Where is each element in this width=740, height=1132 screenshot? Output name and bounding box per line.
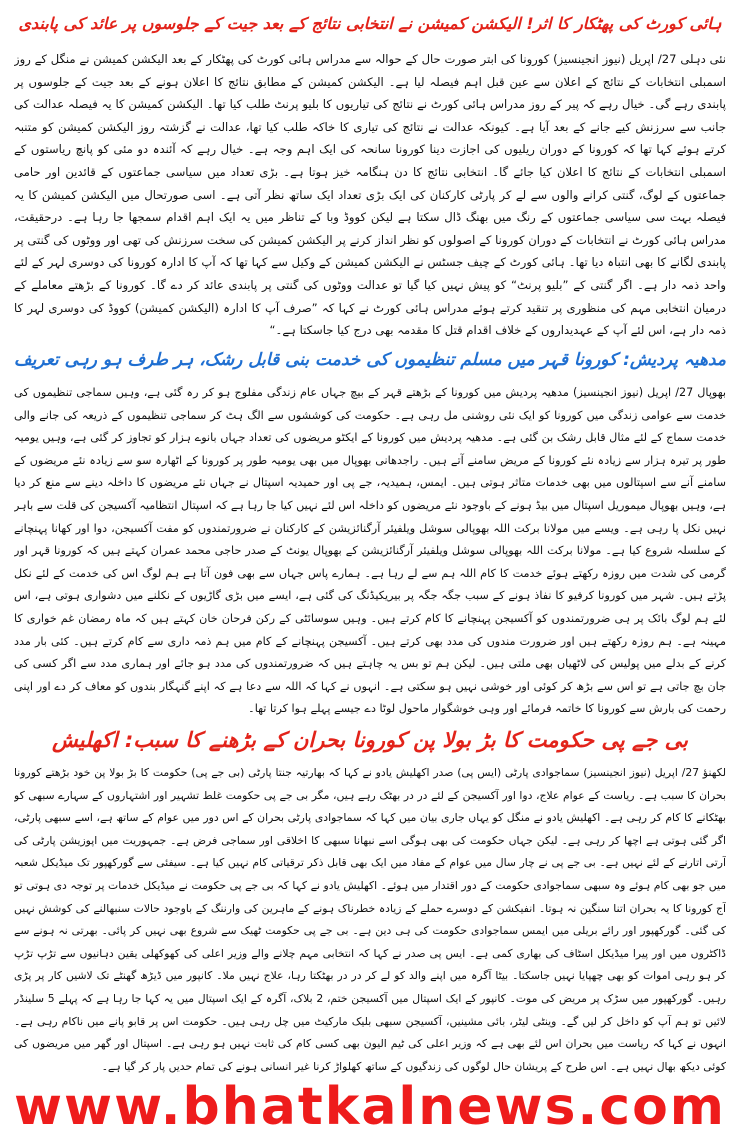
article-3-headline: بی جے پی حکومت کا بڑ بولا پن کورونا بحران کے بڑھنے کا سبب: اکھلیش [52,728,688,752]
article-3-text: لکھنؤ 27/ اپریل (نیوز انجینسیز) سماجوادی پارٹی (ایس پی) صدر اکھلیش یادو نے کہا کہ بھارتیہ جنتا پارٹی (بی جے پی) حکومت کا بڑ بولا پن خود بڑھتے کورونا بحران کا سبب ہے۔ ریاست کے عوام علاج، دوا اور آکسیجن کے لئے در در بھٹک رہے ہیں، مگر بی جے پی حکومت غلط تشہیر اور اشتہاروں کے سہارے سبھی کو بھٹکانے کا کام کر رہی ہے۔ اکھلیش یادو نے منگل کو یہاں جاری بیان میں کہا کہ سماجوادی پارٹی بحران کے اس دور میں عوام کے ساتھ ہے، اسے سبھی پارٹی، اگر گئی ہوتی ہے اچھا کر رہی ہے۔ لیکن جہاں حکومت کی بھی ہوگی اسے نبھانا سبھی کا اخلاقی اور سماجی فرض ہے۔ جمہوریت میں اپوزیشن پارٹی کی آرتی اتارنے کے لئے نہیں ہے۔ بی جے پی نے چار سال میں عوام کے مفاد میں ایک بھی قابل ذکر ترقیاتی کام نہیں کیا ہے۔ سیفئی سے گورکھپور تک میڈیکل شعبہ میں جو بھی کام ہوئے وہ سبھی سماجوادی حکومت کے دور اقتدار میں ہوئے۔ اکھلیش یادو نے کہا کہ بی جے پی حکومت نے میڈیکل خدمات پر توجہ دی ہوتی تو آج کورونا کا یہ بحران اتنا سنگین نہ ہوتا۔ انفیکشن کے دوسرے حملے کے زیادہ خطرناک ہونے کے ماہرین کی وارننگ کے باوجود حالات سنبھالنے کی کوشش نہیں کی گئی۔ گورکھپور اور رائے بریلی میں ایمس سماجوادی حکومت کی ہی دین ہے۔ بی جے پی حکومت ٹھیک سے شروع بھی نہیں کر پائی۔ بھرتی نہ ہونے سے ڈاکٹروں میں اور پیرا میڈیکل اسٹاف کی بھاری کمی ہے۔ ایس پی صدر نے کہا کہ انتخابی مہم چلانے والے وزیر اعلی کی کھوکھلی یقین دہانیوں سے تڑپ تڑپ کر ہو رہی اموات کو بھی چھپایا نہیں جاسکتا۔ بیٹا آگرہ میں اپنے والد کو لے کر در در بھٹکتا رہا، علاج نہیں ملا۔ کانپور میں ڈیڑھ گھنٹے تک لاشیں کار پر پڑی رہیں۔ گورکھپور میں سڑک پر مریض کی موت۔ کانپور کے ایک اسپتال میں آکسیجن ختم، 2 بلاک، آگرہ کے ایک اسپتال میں یہ کہا جا رہا ہے کہ پہلے 5 سلینڈر لائیں تو ہم آپ کو داخل کر لیں گے۔ وینٹی لیٹر، بائی مشینیں، آکسیجن سبھی بلیک مارکیٹ میں چل رہی ہیں۔ حکومت اس پر قابو پانے میں ناکام رہی ہے۔ انہوں نے کہا کہ ریاست میں بحران اس لئے بھی ہے کہ وزیر اعلی کی ٹیم الیون بھی کسی کام کی ثابت نہیں ہو رہی ہے۔ اسپتال اور گھر میں مریضوں کی کوئی دیکھ بھال نہیں ہے۔ اس طرح کے پریشان حال لوگوں کی زندگیوں کے ساتھ کھلواڑ کرنا غیر انسانی ہونے کی تمام حدیں پار کر گیا ہے۔ [14,766,726,1073]
article-1-text: نئی دہلی 27/ اپریل (نیوز انجینسیز) کورونا کی ابتر صورت حال کے حوالہ سے مدراس ہائی کورٹ کی پھٹکار کے بعد الیکشن کمیشن نے منگل کے روز اسمبلی انتخابات کے نتائج کے اعلان سے عین قبل اہم فیصلہ لیا ہے۔ الیکشن کمیشن کے مطابق نتائج کا اعلان ہونے کے بعد جیت کے جلوسوں پر پابندی رہے گی۔ خیال رہے کہ پیر کے روز مدراس ہائی کورٹ نے نتائج کی تیاریوں کا بلیو پرنٹ طلب کیا تھا۔ الیکشن کمیشن کا یہ فیصلہ عدالت کی جانب سے سرزنش کیے جانے کے بعد آیا ہے۔ کیونکہ عدالت نے نتائج کی تیاری کا خاکہ طلب کیا تھا، عدالت نے گزشتہ روز الیکشن کمیشن کو متنبہ کرتے ہوئے کہا تھا کہ کورونا کے دوران ریلیوں کی اجازت دینا کورونا سانحہ کی ایک اہم وجہ ہے۔ خیال رہے کہ آئندہ دو مئی کو پانچ ریاستوں کے اسمبلی انتخابات کے نتائج کا اعلان کیا جائے گا۔ انتخابی نتائج کا دن ہنگامہ خیز ہوتا ہے۔ بڑی تعداد میں سیاسی جماعتوں کے قائدین اور حامی جماعتوں کے لوگ، گنتی کرانے والوں سے لے کر پارٹی کارکنان کی ایک بڑی تعداد ایک ساتھ نظر آتی ہے۔ اسی صورتحال میں الیکشن کمیشن کا یہ فیصلہ بہت سی سیاسی جماعتوں کے رنگ میں بھنگ ڈال سکتا ہے لیکن کووڈ وبا کے تناظر میں یہ ایک اہم اقدام سمجھا جا رہا ہے۔ درحقیقت، مدراس ہائی کورٹ نے انتخابات کے دوران کورونا کے اصولوں کو نظر انداز کرنے پر الیکشن کمیشن کی سخت سرزنش کی تھی اور ووٹوں کی گنتی پر پابندی لگانے کا بھی انتباہ دیا تھا۔ ہائی کورٹ کے چیف جسٹس نے الیکشن کمیشن کے وکیل سے کہا تھا کہ آپ کا ادارہ کورونا کی دوسری لہر کے لئے واحد ذمہ دار ہے۔ اگر گنتی کے ”بلیو پرنٹ“ کو پیش نہیں کیا گیا تو عدالت ووٹوں کی گنتی پر پابندی عائد کر دے گا۔ کورونا کے بڑھتے معاملے کے درمیان انتخابی مہم کی منظوری پر تنقید کرتے ہوئے مدراس ہائی کورٹ نے کہا کہ ”صرف آپ کا ادارہ (الیکشن کمیشن) کووڈ کی دوسری لہر کا ذمہ دار ہے، اس لئے آپ کے عہدیداروں کے خلاف اقدام قتل کا مقدمہ بھی درج کیا جاسکتا ہے۔“ [14,52,726,338]
article-2-body [14,382,726,720]
site-brand-url: www.bhatkalnews.com [14,1082,726,1132]
article-1-body [14,48,726,342]
article-3-body [14,762,726,1078]
article-1-headline: ہائی کورٹ کی پھٹکار کا اثر! الیکشن کمیشن نے انتخابی نتائج کے بعد جیت کے جلوسوں پر عائد کی پابندی [18,14,722,33]
article-2-headline: مدھیہ پردیش: کورونا قہر میں مسلم تنظیموں کی خدمت بنی قابل رشک، ہر طرف ہو رہی تعریف [14,350,726,370]
article-2-text: بھوپال 27/ اپریل (نیوز انجینسیز) مدھیہ پردیش میں کورونا کے بڑھتے قہر کے بیچ جہاں عام زندگی مفلوج ہو کر رہ گئی ہے، وہیں سماجی تنظیموں کی خدمت سے عوامی زندگی میں کورونا کو ایک نئی روشنی مل رہی ہے۔ حکومت کی کوششوں سے الگ ہٹ کر سماجی تنظیموں کے ذریعہ کی جانے والی خدمت سماج کے لئے مثال قابل رشک بن گئی ہے۔ مدھیہ پردیش میں کورونا کے ایکٹو مریضوں کی تعداد جہاں بانوے ہزار کو تجاوز کر گئی ہے، وہیں یومیہ طور پر تیرہ ہزار سے زیادہ نئے کورونا کے مریض سامنے آتے ہیں۔ راجدھانی بھوپال میں بھی یومیہ طور پر کورونا کے اٹھارہ سو سے زیادہ نئے مریضوں کے سامنے آنے سے اسپتالوں میں بھی خدمات متاثر ہوتی ہیں۔ ایمس، ہمیدیہ، جے پی اور حمیدیہ اسپتال نے جہاں نئے مریضوں کا داخلہ دینے سے منع کر دیا ہے، وہیں بھوپال میموریل اسپتال میں بیڈ ہونے کے باوجود نئے مریضوں کو داخلہ اس لئے نہیں کیا جا رہا ہے کہ اسپتال انتظامیہ آکسیجن کی قلت سے باہر نہیں نکل پا رہی ہے۔ ویسے میں مولانا برکت اللہ بھوپالی سوشل ویلفیئر آرگنائزیشن کے کارکنان نے ضرورتمندوں کو مفت آکسیجن، دوا اور کھانا پہنچانے کے سلسلہ شروع کیا ہے۔ مولانا برکت اللہ بھوپالی سوشل ویلفیئر آرگنائزیشن کے بھوپال یونٹ کے صدر حاجی محمد عمران کہتے ہیں کہ کورونا قہر اور گرمی کی شدت میں روزہ رکھتے ہوئے خدمت کا کام اللہ ہم سے لے رہا ہے۔ ہمارے پاس جہاں سے بھی فون آتا ہے ہم لوگ اس کی خدمت کے لئے نکل پڑتے ہیں۔ شہر میں کورونا کرفیو کا نفاذ ہونے کے سبب جگہ جگہ پر بیریکیڈنگ کی گئی ہے، ایسے میں بڑی گاڑیوں کے نکلنے میں دشواری ہوتی ہے، اس لئے ہم لوگ بائک پر ہی ضرورتمندوں کو آکسیجن پہنچانے کا کام کرتے ہیں۔ وہیں سوسائٹی کے رکن فرحان خان کہتے ہیں کہ ماہ رمضان غم خواری کا مہینہ ہے۔ ہم روزہ رکھتے ہیں اور ضرورت مندوں کی مدد بھی کرتے ہیں۔ آکسیجن پہنچانے کے کام میں ہم ذمہ داری سے کام کرتے ہیں۔ کئی بار مدد کرنے کے بدلے میں پولیس کی لاٹھیاں بھی ملتی ہیں۔ لیکن ہم تو بس یہ چاہتے ہیں کہ ضرورتمندوں کی مدد ہو جائے اور ہماری مدد سے اگر کسی کی جان بچ جاتی ہے تو اس سے بڑھ کر کوئی اور خوشی نہیں ہو سکتی ہے۔ انہوں نے کہا کہ اللہ سے دعا ہے کہ اپنے گنہگار بندوں کو معاف کر دے اور اپنی رحمت کی بارش سے کورونا کا خاتمہ فرمائے اور وہی خوشگوار ماحول لوٹا دے جیسے پہلے ہوا کرتا تھا۔ [14,386,726,716]
